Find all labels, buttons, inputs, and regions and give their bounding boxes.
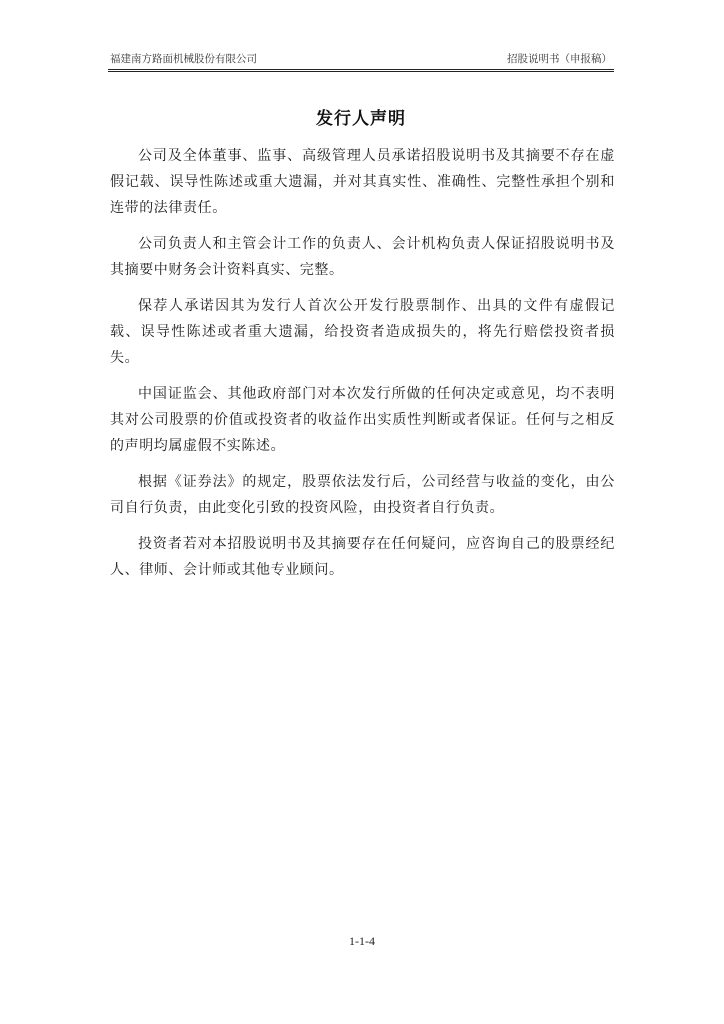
page-number: 1-1-4	[349, 934, 375, 948]
page-header	[108, 50, 614, 68]
declaration-paragraph: 公司负责人和主管会计工作的负责人、会计机构负责人保证招股说明书及其摘要中财务会计资料真实、完整。	[110, 236, 615, 278]
declaration-paragraph: 中国证监会、其他政府部门对本次发行所做的任何决定或意见，均不表明其对公司股票的价值或投资者的收益作出实质性判断或者保证。任何与之相反的声明均属虚假不实陈述。	[110, 386, 615, 454]
header-company-name: 福建南方路面机械股份有限公司	[110, 53, 257, 65]
declaration-body	[110, 143, 615, 593]
declaration-paragraph: 公司及全体董事、监事、高级管理人员承诺招股说明书及其摘要不存在虚假记载、误导性陈述或重大遗漏，并对其真实性、准确性、完整性承担个别和连带的法律责任。	[110, 148, 615, 216]
header-rule	[108, 69, 614, 70]
declaration-paragraph: 根据《证券法》的规定，股票依法发行后，公司经营与收益的变化，由公司自行负责，由此变化引致的投资风险，由投资者自行负责。	[110, 474, 615, 516]
header-document-title: 招股说明书（申报稿）	[507, 53, 612, 65]
page-title: 发行人声明	[316, 109, 406, 129]
declaration-paragraph: 投资者若对本招股说明书及其摘要存在任何疑问，应咨询自己的股票经纪人、律师、会计师或其他专业顾问。	[110, 536, 615, 578]
declaration-paragraph: 保荐人承诺因其为发行人首次公开发行股票制作、出具的文件有虚假记载、误导性陈述或者重大遗漏，给投资者造成损失的，将先行赔偿投资者损失。	[110, 298, 615, 366]
header-rule-thick	[108, 71, 614, 72]
